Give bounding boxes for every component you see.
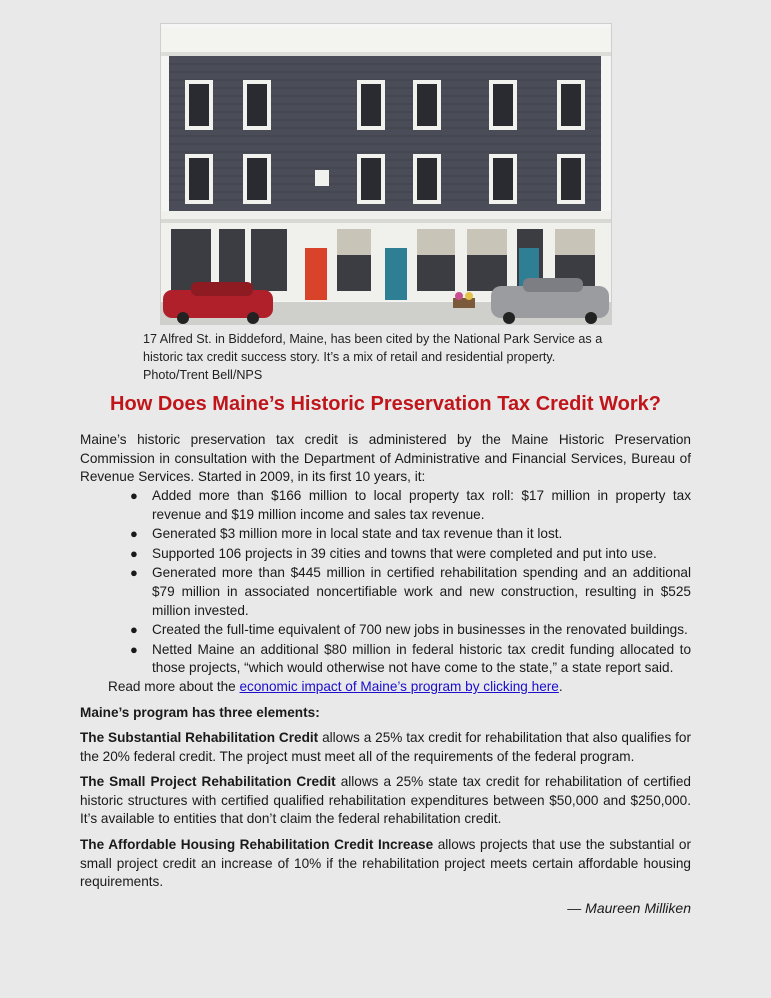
bullet-icon: ● <box>130 488 138 503</box>
list-item: ● Created the full-time equivalent of 700 new jobs in businesses in the renovated buildings. <box>152 621 691 640</box>
affordable-housing-paragraph: The Affordable Housing Rehabilitation Credit Increase allows projects that use the substantial or small project credit an increase of 10% if the rehabilitation project meets certain affordable housing requirements. <box>80 837 692 890</box>
element-name: The Small Project Rehabilitation Credit <box>80 774 336 789</box>
list-item: ● Added more than $166 million to local property tax roll: $17 million in property tax revenue and $19 million income and sales tax revenue. <box>130 488 691 522</box>
building-photo <box>160 23 612 325</box>
list-item: ● Supported 106 projects in 39 cities and towns that were completed and put into use. <box>152 545 691 564</box>
photo-caption: 17 Alfred St. in Biddeford, Maine, has been cited by the National Park Service as a historic tax credit success story. It’s a mix of retail and residential property. Photo/Trent Bell/NPS <box>143 332 603 382</box>
read-more-line: Read more about the economic impact of Maine’s program by clicking here. <box>108 679 563 694</box>
list-item: ● Generated $3 million more in local state and tax revenue than it lost. <box>152 525 691 544</box>
bullet-icon: ● <box>130 622 138 638</box>
bullet-icon: ● <box>130 565 138 581</box>
economic-impact-link[interactable]: economic impact of Maine’s program by clicking here <box>239 679 559 694</box>
bullet-icon: ● <box>130 641 138 657</box>
page-title: How Does Maine’s Historic Preservation Tax Credit Work? <box>110 393 661 415</box>
bullet-icon: ● <box>130 526 138 542</box>
element-name: The Substantial Rehabilitation Credit <box>80 730 319 745</box>
small-project-credit-paragraph: The Small Project Rehabilitation Credit allows a 25% state tax credit for rehabilitation of certified historic structures with certified qualified rehabilitation expenditures between $50,000 and $250,000. It’s available to entities that don’t claim the federal rehabilitation credit. <box>80 774 691 827</box>
byline: — Maureen Milliken <box>567 900 691 916</box>
element-name: The Affordable Housing Rehabilitation Credit Increase <box>80 837 434 852</box>
intro-paragraph: Maine’s historic preservation tax credit is administered by the Maine Historic Preservation Commission in consultation with the Department of Administrative and Financial Services, Bureau of Revenue Services. Started in 2009, in its first 10 years, it: <box>80 432 691 485</box>
bullet-icon: ● <box>130 545 138 561</box>
list-item: ● Generated more than $445 million in certified rehabilitation spending and an additional $79 million in associated noncertifiable work and new construction, resulting in $525 million invested. <box>130 565 691 618</box>
facts-list <box>130 487 691 679</box>
program-heading: Maine’s program has three elements: <box>80 705 320 720</box>
substantial-credit-paragraph: The Substantial Rehabilitation Credit allows a 25% tax credit for rehabilitation that also qualifies for the 20% federal credit. The project must meet all of the requirements of the federal program. <box>80 730 691 764</box>
building-illustration <box>161 24 611 324</box>
list-item: ● Netted Maine an additional $80 million in federal historic tax credit funding allocated to those projects, “which would otherwise not have come to the state,” a state report said. <box>130 641 691 676</box>
